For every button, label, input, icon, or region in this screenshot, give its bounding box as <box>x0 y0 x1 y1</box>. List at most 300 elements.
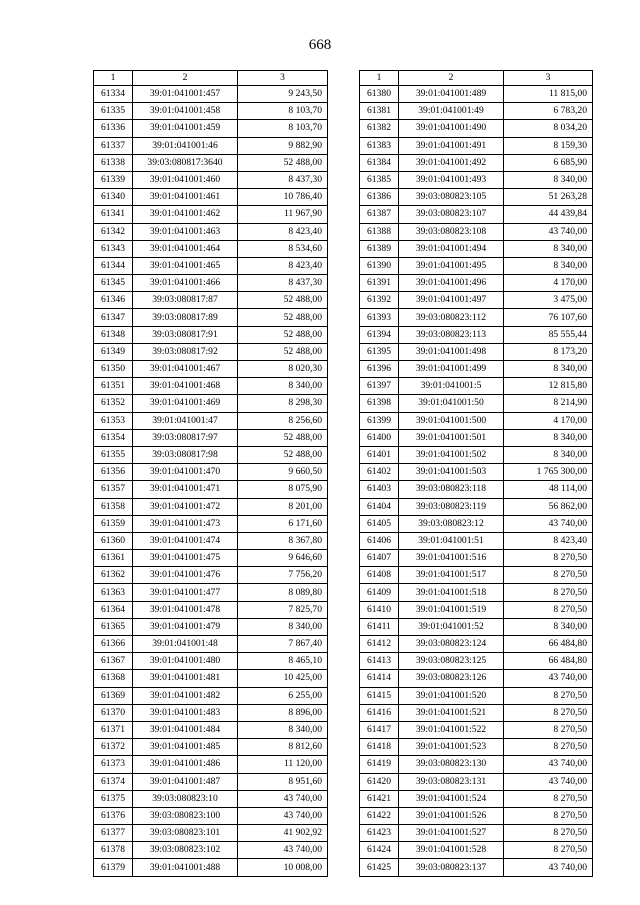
cadastral-number: 39:01:041001:526 <box>399 807 504 824</box>
table-row <box>360 429 593 446</box>
cadastral-value: 48 114,00 <box>504 481 593 498</box>
row-number: 61412 <box>360 636 399 653</box>
cadastral-value: 8 340,00 <box>238 378 328 395</box>
cadastral-number: 39:03:080817:3640 <box>133 154 238 171</box>
row-number: 61380 <box>360 86 399 103</box>
table-row <box>94 481 328 498</box>
row-number: 61418 <box>360 739 399 756</box>
row-number: 61381 <box>360 103 399 120</box>
cadastral-number: 39:01:041001:491 <box>399 137 504 154</box>
row-number: 61351 <box>94 378 133 395</box>
table-row <box>360 790 593 807</box>
row-number: 61372 <box>94 739 133 756</box>
cadastral-number: 39:03:080823:119 <box>399 498 504 515</box>
cadastral-value: 8 340,00 <box>504 361 593 378</box>
cadastral-number: 39:01:041001:479 <box>133 618 238 635</box>
cadastral-value: 8 367,80 <box>238 532 328 549</box>
table-row <box>94 825 328 842</box>
cadastral-value: 10 425,00 <box>238 670 328 687</box>
cadastral-number: 39:03:080817:92 <box>133 343 238 360</box>
cadastral-value: 9 243,50 <box>238 86 328 103</box>
cadastral-value: 7 825,70 <box>238 601 328 618</box>
table-row <box>360 687 593 704</box>
row-number: 61367 <box>94 653 133 670</box>
cadastral-number: 39:01:041001:502 <box>399 446 504 463</box>
cadastral-value: 44 439,84 <box>504 206 593 223</box>
cadastral-value: 8 270,50 <box>504 739 593 756</box>
cadastral-value: 8 270,50 <box>504 567 593 584</box>
row-number: 61409 <box>360 584 399 601</box>
table-row <box>94 670 328 687</box>
cadastral-value: 8 214,90 <box>504 395 593 412</box>
cadastral-value: 66 484,80 <box>504 653 593 670</box>
cadastral-value: 8 340,00 <box>504 257 593 274</box>
row-number: 61384 <box>360 154 399 171</box>
cadastral-number: 39:01:041001:462 <box>133 206 238 223</box>
row-number: 61422 <box>360 807 399 824</box>
table-row <box>360 515 593 532</box>
cadastral-value: 52 488,00 <box>238 343 328 360</box>
table-row <box>94 292 328 309</box>
cadastral-number: 39:03:080823:101 <box>133 825 238 842</box>
row-number: 61394 <box>360 326 399 343</box>
row-number: 61405 <box>360 515 399 532</box>
cadastral-number: 39:01:041001:489 <box>399 86 504 103</box>
row-number: 61371 <box>94 721 133 738</box>
cadastral-value: 7 867,40 <box>238 636 328 653</box>
cadastral-value: 8 270,50 <box>504 704 593 721</box>
table-row <box>94 361 328 378</box>
table-row <box>360 756 593 773</box>
cadastral-number: 39:03:080823:137 <box>399 859 504 876</box>
table-row <box>94 103 328 120</box>
cadastral-value: 9 882,90 <box>238 137 328 154</box>
table-row <box>94 86 328 103</box>
table-row <box>94 309 328 326</box>
cadastral-value: 6 171,60 <box>238 515 328 532</box>
cadastral-value: 8 201,00 <box>238 498 328 515</box>
table-row <box>94 790 328 807</box>
table-row <box>360 223 593 240</box>
table-row <box>360 275 593 292</box>
cadastral-value: 43 740,00 <box>238 807 328 824</box>
cadastral-value: 52 488,00 <box>238 429 328 446</box>
row-number: 61411 <box>360 618 399 635</box>
cadastral-value: 8 020,30 <box>238 361 328 378</box>
table-row <box>94 412 328 429</box>
row-number: 61341 <box>94 206 133 223</box>
table-row <box>94 223 328 240</box>
table-row <box>360 550 593 567</box>
cadastral-value: 8 340,00 <box>504 429 593 446</box>
right-table-body <box>360 71 593 877</box>
table-row <box>360 292 593 309</box>
row-number: 61338 <box>94 154 133 171</box>
cadastral-number: 39:01:041001:527 <box>399 825 504 842</box>
cadastral-value: 6 255,00 <box>238 687 328 704</box>
table-row <box>360 842 593 859</box>
cadastral-number: 39:01:041001:459 <box>133 120 238 137</box>
cadastral-number: 39:01:041001:480 <box>133 653 238 670</box>
cadastral-value: 6 783,20 <box>504 103 593 120</box>
row-number: 61335 <box>94 103 133 120</box>
cadastral-value: 11 120,00 <box>238 756 328 773</box>
table-row <box>94 515 328 532</box>
row-number: 61339 <box>94 171 133 188</box>
cadastral-value: 76 107,60 <box>504 309 593 326</box>
cadastral-number: 39:01:041001:503 <box>399 464 504 481</box>
cadastral-number: 39:01:041001:492 <box>399 154 504 171</box>
table-row <box>94 498 328 515</box>
header-number: 1 <box>94 71 133 86</box>
cadastral-number: 39:01:041001:48 <box>133 636 238 653</box>
table-row <box>360 721 593 738</box>
cadastral-number: 39:03:080823:124 <box>399 636 504 653</box>
row-number: 61396 <box>360 361 399 378</box>
cadastral-number: 39:01:041001:500 <box>399 412 504 429</box>
cadastral-value: 41 902,92 <box>238 825 328 842</box>
row-number: 61353 <box>94 412 133 429</box>
row-number: 61337 <box>94 137 133 154</box>
cadastral-value: 6 685,90 <box>504 154 593 171</box>
cadastral-number: 39:03:080823:118 <box>399 481 504 498</box>
table-row <box>360 498 593 515</box>
cadastral-number: 39:03:080823:112 <box>399 309 504 326</box>
cadastral-value: 56 862,00 <box>504 498 593 515</box>
row-number: 61374 <box>94 773 133 790</box>
cadastral-number: 39:01:041001:485 <box>133 739 238 756</box>
cadastral-number: 39:01:041001:458 <box>133 103 238 120</box>
row-number: 61399 <box>360 412 399 429</box>
row-number: 61357 <box>94 481 133 498</box>
cadastral-number: 39:03:080823:131 <box>399 773 504 790</box>
table-row <box>360 189 593 206</box>
cadastral-number: 39:01:041001:516 <box>399 550 504 567</box>
cadastral-value: 43 740,00 <box>238 790 328 807</box>
cadastral-number: 39:01:041001:482 <box>133 687 238 704</box>
table-row <box>360 86 593 103</box>
cadastral-value: 8 298,30 <box>238 395 328 412</box>
table-row <box>360 481 593 498</box>
row-number: 61348 <box>94 326 133 343</box>
cadastral-number: 39:01:041001:521 <box>399 704 504 721</box>
cadastral-value: 8 340,00 <box>504 171 593 188</box>
cadastral-number: 39:03:080823:125 <box>399 653 504 670</box>
cadastral-number: 39:01:041001:49 <box>399 103 504 120</box>
table-row <box>360 240 593 257</box>
table-row <box>94 653 328 670</box>
cadastral-number: 39:01:041001:471 <box>133 481 238 498</box>
table-row <box>94 704 328 721</box>
cadastral-value: 7 756,20 <box>238 567 328 584</box>
cadastral-number: 39:01:041001:51 <box>399 532 504 549</box>
cadastral-number: 39:01:041001:460 <box>133 171 238 188</box>
row-number: 61390 <box>360 257 399 274</box>
cadastral-number: 39:01:041001:46 <box>133 137 238 154</box>
cadastral-number: 39:03:080823:102 <box>133 842 238 859</box>
cadastral-value: 8 159,30 <box>504 137 593 154</box>
cadastral-value: 52 488,00 <box>238 326 328 343</box>
cadastral-value: 8 465,10 <box>238 653 328 670</box>
cadastral-number: 39:03:080823:12 <box>399 515 504 532</box>
cadastral-value: 8 951,60 <box>238 773 328 790</box>
cadastral-value: 8 089,80 <box>238 584 328 601</box>
row-number: 61379 <box>94 859 133 876</box>
row-number: 61355 <box>94 446 133 463</box>
row-number: 61375 <box>94 790 133 807</box>
cadastral-number: 39:01:041001:461 <box>133 189 238 206</box>
table-row <box>360 636 593 653</box>
row-number: 61345 <box>94 275 133 292</box>
cadastral-number: 39:01:041001:498 <box>399 343 504 360</box>
cadastral-value: 8 173,20 <box>504 343 593 360</box>
row-number: 61415 <box>360 687 399 704</box>
table-row <box>94 429 328 446</box>
cadastral-value: 3 475,00 <box>504 292 593 309</box>
cadastral-number: 39:01:041001:466 <box>133 275 238 292</box>
cadastral-value: 52 488,00 <box>238 154 328 171</box>
cadastral-number: 39:01:041001:465 <box>133 257 238 274</box>
cadastral-number: 39:03:080823:113 <box>399 326 504 343</box>
cadastral-number: 39:01:041001:520 <box>399 687 504 704</box>
table-row <box>94 532 328 549</box>
cadastral-number: 39:01:041001:528 <box>399 842 504 859</box>
table-row <box>360 137 593 154</box>
cadastral-value: 43 740,00 <box>504 773 593 790</box>
row-number: 61392 <box>360 292 399 309</box>
table-row <box>94 171 328 188</box>
table-row <box>94 636 328 653</box>
table-row <box>94 240 328 257</box>
table-row <box>360 704 593 721</box>
row-number: 61416 <box>360 704 399 721</box>
row-number: 61366 <box>94 636 133 653</box>
row-number: 61340 <box>94 189 133 206</box>
cadastral-number: 39:01:041001:469 <box>133 395 238 412</box>
table-row <box>360 773 593 790</box>
cadastral-number: 39:01:041001:464 <box>133 240 238 257</box>
cadastral-number: 39:01:041001:475 <box>133 550 238 567</box>
row-number: 61398 <box>360 395 399 412</box>
cadastral-value: 8 423,40 <box>504 532 593 549</box>
cadastral-value: 8 423,40 <box>238 257 328 274</box>
cadastral-value: 8 103,70 <box>238 103 328 120</box>
cadastral-value: 8 340,00 <box>504 240 593 257</box>
left-table-body <box>94 71 328 877</box>
row-number: 61391 <box>360 275 399 292</box>
table-row <box>360 103 593 120</box>
row-number: 61364 <box>94 601 133 618</box>
cadastral-number: 39:01:041001:488 <box>133 859 238 876</box>
row-number: 61334 <box>94 86 133 103</box>
row-number: 61421 <box>360 790 399 807</box>
cadastral-value: 8 340,00 <box>504 446 593 463</box>
cadastral-value: 8 270,50 <box>504 721 593 738</box>
cadastral-number: 39:01:041001:47 <box>133 412 238 429</box>
cadastral-number: 39:01:041001:477 <box>133 584 238 601</box>
table-row <box>360 446 593 463</box>
row-number: 61354 <box>94 429 133 446</box>
row-number: 61368 <box>94 670 133 687</box>
cadastral-value: 52 488,00 <box>238 446 328 463</box>
table-row <box>94 601 328 618</box>
cadastral-number: 39:01:041001:470 <box>133 464 238 481</box>
cadastral-number: 39:01:041001:524 <box>399 790 504 807</box>
row-number: 61360 <box>94 532 133 549</box>
table-row <box>360 584 593 601</box>
row-number: 61352 <box>94 395 133 412</box>
row-number: 61397 <box>360 378 399 395</box>
cadastral-value: 8 437,30 <box>238 275 328 292</box>
row-number: 61403 <box>360 481 399 498</box>
cadastral-value: 9 660,50 <box>238 464 328 481</box>
header-value: 3 <box>504 71 593 86</box>
row-number: 61401 <box>360 446 399 463</box>
cadastral-value: 8 340,00 <box>238 721 328 738</box>
cadastral-value: 43 740,00 <box>504 859 593 876</box>
cadastral-number: 39:01:041001:493 <box>399 171 504 188</box>
row-number: 61400 <box>360 429 399 446</box>
header-cadastral: 2 <box>399 71 504 86</box>
cadastral-value: 11 967,90 <box>238 206 328 223</box>
cadastral-number: 39:03:080817:98 <box>133 446 238 463</box>
cadastral-number: 39:01:041001:472 <box>133 498 238 515</box>
cadastral-value: 8 270,50 <box>504 687 593 704</box>
header-row <box>360 71 593 86</box>
table-row <box>360 395 593 412</box>
table-row <box>360 154 593 171</box>
cadastral-number: 39:01:041001:5 <box>399 378 504 395</box>
row-number: 61358 <box>94 498 133 515</box>
cadastral-value: 43 740,00 <box>504 515 593 532</box>
table-row <box>360 532 593 549</box>
row-number: 61417 <box>360 721 399 738</box>
row-number: 61425 <box>360 859 399 876</box>
cadastral-value: 10 008,00 <box>238 859 328 876</box>
row-number: 61383 <box>360 137 399 154</box>
header-number: 1 <box>360 71 399 86</box>
table-row <box>94 739 328 756</box>
cadastral-number: 39:03:080817:89 <box>133 309 238 326</box>
row-number: 61362 <box>94 567 133 584</box>
cadastral-number: 39:01:041001:519 <box>399 601 504 618</box>
table-row <box>360 601 593 618</box>
table-row <box>360 670 593 687</box>
cadastral-value: 8 270,50 <box>504 584 593 601</box>
table-row <box>360 326 593 343</box>
row-number: 61414 <box>360 670 399 687</box>
header-row <box>94 71 328 86</box>
cadastral-number: 39:01:041001:499 <box>399 361 504 378</box>
table-row <box>94 859 328 876</box>
cadastral-value: 11 815,00 <box>504 86 593 103</box>
cadastral-number: 39:03:080823:10 <box>133 790 238 807</box>
header-cadastral: 2 <box>133 71 238 86</box>
cadastral-value: 8 812,60 <box>238 739 328 756</box>
table-row <box>94 773 328 790</box>
cadastral-value: 8 103,70 <box>238 120 328 137</box>
row-number: 61423 <box>360 825 399 842</box>
cadastral-number: 39:01:041001:497 <box>399 292 504 309</box>
cadastral-value: 8 896,00 <box>238 704 328 721</box>
cadastral-number: 39:01:041001:474 <box>133 532 238 549</box>
right-table <box>359 70 593 877</box>
row-number: 61376 <box>94 807 133 824</box>
cadastral-value: 8 423,40 <box>238 223 328 240</box>
table-row <box>94 687 328 704</box>
cadastral-number: 39:01:041001:52 <box>399 618 504 635</box>
cadastral-number: 39:03:080823:108 <box>399 223 504 240</box>
row-number: 61407 <box>360 550 399 567</box>
cadastral-number: 39:01:041001:522 <box>399 721 504 738</box>
row-number: 61395 <box>360 343 399 360</box>
cadastral-number: 39:01:041001:523 <box>399 739 504 756</box>
table-row <box>94 550 328 567</box>
table-row <box>94 343 328 360</box>
row-number: 61347 <box>94 309 133 326</box>
cadastral-number: 39:01:041001:478 <box>133 601 238 618</box>
cadastral-value: 9 646,60 <box>238 550 328 567</box>
table-row <box>360 567 593 584</box>
cadastral-number: 39:01:041001:463 <box>133 223 238 240</box>
cadastral-number: 39:03:080823:130 <box>399 756 504 773</box>
cadastral-value: 1 765 300,00 <box>504 464 593 481</box>
cadastral-value: 43 740,00 <box>238 842 328 859</box>
row-number: 61386 <box>360 189 399 206</box>
cadastral-number: 39:01:041001:490 <box>399 120 504 137</box>
table-row <box>360 206 593 223</box>
cadastral-value: 43 740,00 <box>504 756 593 773</box>
cadastral-value: 43 740,00 <box>504 670 593 687</box>
cadastral-number: 39:01:041001:50 <box>399 395 504 412</box>
row-number: 61389 <box>360 240 399 257</box>
cadastral-number: 39:01:041001:501 <box>399 429 504 446</box>
cadastral-value: 52 488,00 <box>238 309 328 326</box>
row-number: 61402 <box>360 464 399 481</box>
row-number: 61356 <box>94 464 133 481</box>
table-row <box>94 378 328 395</box>
row-number: 61349 <box>94 343 133 360</box>
cadastral-number: 39:01:041001:483 <box>133 704 238 721</box>
row-number: 61424 <box>360 842 399 859</box>
row-number: 61420 <box>360 773 399 790</box>
cadastral-number: 39:01:041001:476 <box>133 567 238 584</box>
row-number: 61406 <box>360 532 399 549</box>
cadastral-number: 39:03:080823:107 <box>399 206 504 223</box>
table-row <box>94 206 328 223</box>
cadastral-value: 8 340,00 <box>504 618 593 635</box>
cadastral-number: 39:03:080817:97 <box>133 429 238 446</box>
header-value: 3 <box>238 71 328 86</box>
row-number: 61343 <box>94 240 133 257</box>
row-number: 61393 <box>360 309 399 326</box>
table-row <box>360 343 593 360</box>
cadastral-value: 8 270,50 <box>504 807 593 824</box>
table-row <box>360 361 593 378</box>
cadastral-value: 85 555,44 <box>504 326 593 343</box>
table-row <box>94 446 328 463</box>
table-row <box>360 739 593 756</box>
cadastral-value: 8 270,50 <box>504 842 593 859</box>
cadastral-number: 39:03:080817:87 <box>133 292 238 309</box>
row-number: 61369 <box>94 687 133 704</box>
table-row <box>94 807 328 824</box>
cadastral-number: 39:03:080823:100 <box>133 807 238 824</box>
table-row <box>94 618 328 635</box>
table-row <box>94 275 328 292</box>
table-row <box>94 120 328 137</box>
cadastral-number: 39:01:041001:468 <box>133 378 238 395</box>
